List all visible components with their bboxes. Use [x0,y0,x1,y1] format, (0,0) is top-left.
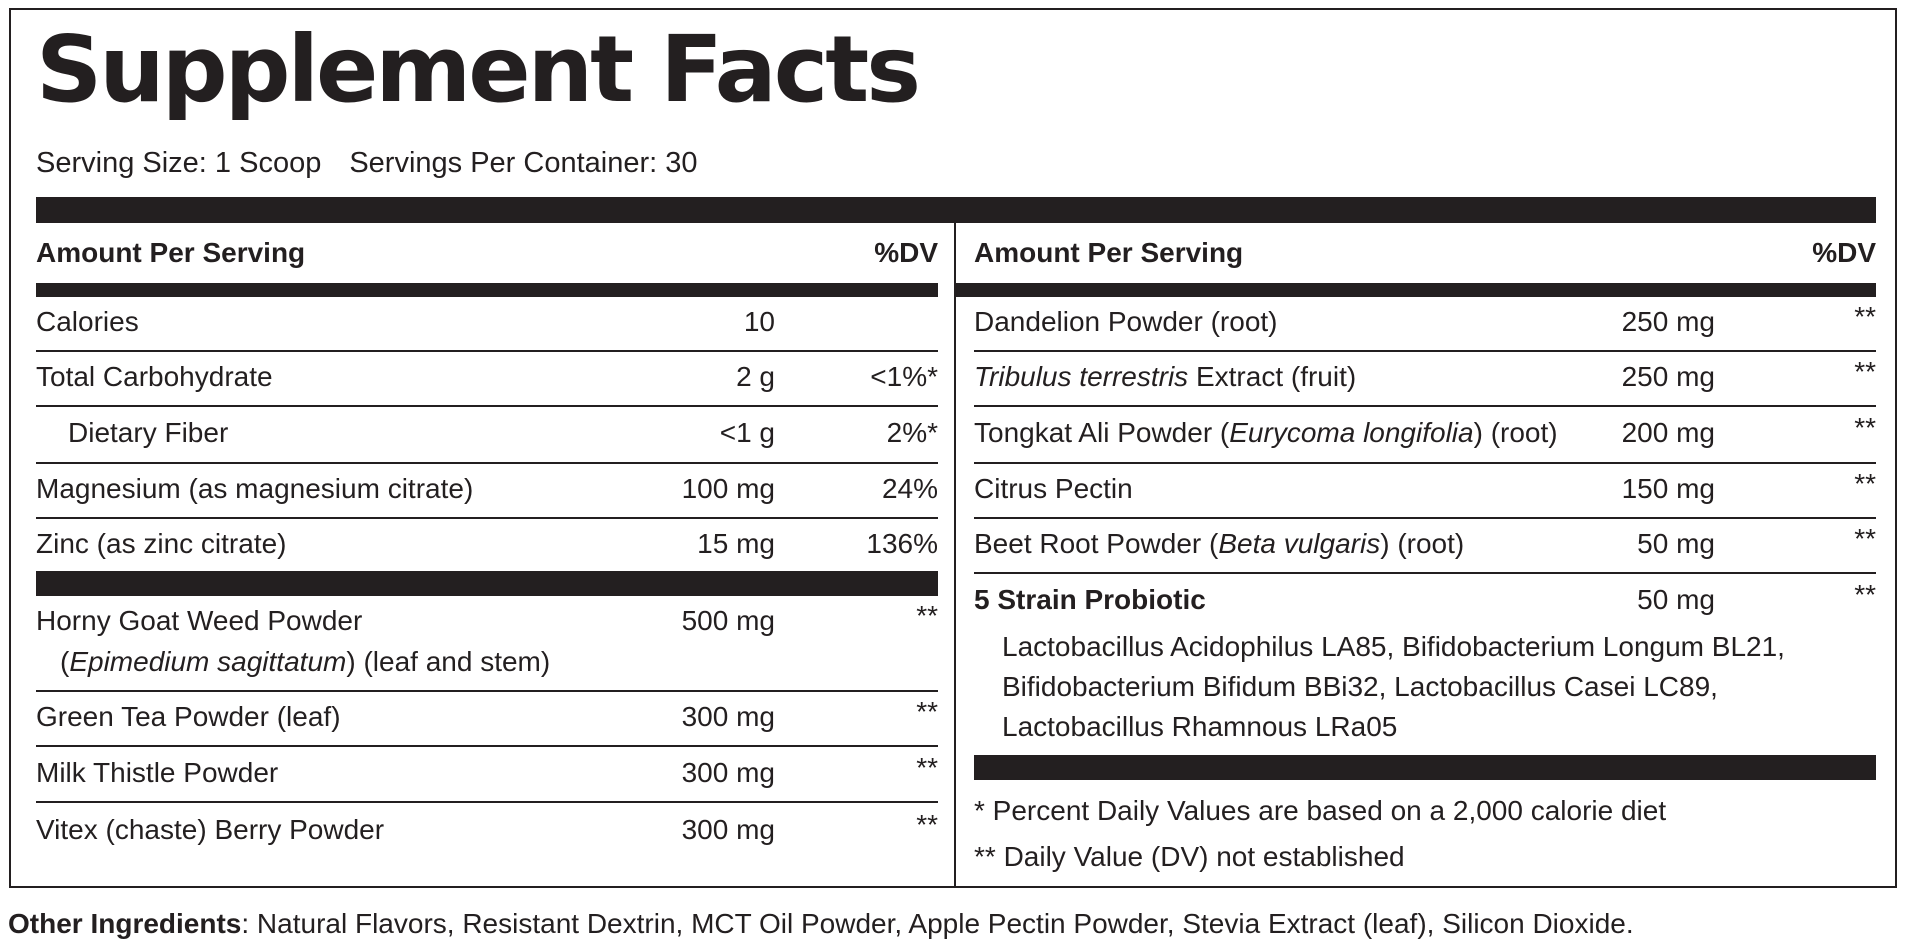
ingredient-amount: 200 mg [1621,417,1715,448]
footnote-dv-not-established: ** Daily Value (DV) not established [974,841,1405,872]
servings-per-container: Servings Per Container: 30 [349,147,698,179]
nutrient-name: Zinc (as zinc citrate) [36,528,287,559]
probiotic-name: 5 Strain Probiotic [974,584,1206,615]
row-divider [36,517,938,519]
probiotic-amount: 50 mg [1637,584,1715,615]
other-ingredients [8,904,1634,944]
ingredient-amount: 150 mg [1621,473,1715,504]
nutrient-name: Magnesium (as magnesium citrate) [36,473,474,504]
nutrient-name: Total Carbohydrate [36,361,273,392]
ingredient-name: Citrus Pectin [974,473,1133,504]
nutrient-amount: 100 mg [681,473,775,504]
row-divider [974,350,1876,352]
herb-name: Vitex (chaste) Berry Powder [36,814,385,845]
ingredient-amount: 250 mg [1621,361,1715,392]
herb-dv: ** [916,752,938,783]
serving-size: Serving Size: 1 Scoop [36,147,322,179]
row-divider [36,405,938,407]
nutrient-dv: 24% [881,473,938,504]
ingredient-name: Tribulus terrestris Extract (fruit) [974,361,1357,392]
probiotic-strains-line: Lactobacillus Acidophilus LA85, Bifidobacterium Longum BL21, [1002,631,1785,662]
herb-name: Green Tea Powder (leaf) [36,701,341,732]
probiotic-strains-line: Lactobacillus Rhamnous LRa05 [1002,711,1398,742]
ingredient-name: Beet Root Powder (Beta vulgaris) (root) [974,528,1465,559]
nutrient-name: Calories [36,306,139,337]
right-section-bar [974,755,1876,780]
probiotic-dv: ** [1854,579,1876,610]
nutrient-amount: 2 g [736,361,775,392]
row-divider [974,517,1876,519]
ingredient-dv: ** [1854,412,1876,443]
herb-name: Milk Thistle Powder [36,757,279,788]
nutrient-dv: <1%* [870,361,938,392]
row-divider [36,350,938,352]
nutrient-dv: 2%* [886,417,938,448]
ingredient-dv: ** [1854,468,1876,499]
row-divider [36,801,938,803]
serving-info [36,143,698,183]
herb-amount: 300 mg [681,701,775,732]
herb-amount: 500 mg [681,605,775,636]
right-header-dv: %DV [1812,237,1876,268]
herb-dv: ** [916,600,938,631]
ingredient-dv: ** [1854,523,1876,554]
footnote-percent-dv: * Percent Daily Values are based on a 2,000 calorie diet [974,795,1667,826]
nutrient-name: Dietary Fiber [68,417,229,448]
ingredient-amount: 50 mg [1637,528,1715,559]
herb-name-line2: (Epimedium sagittatum) (leaf and stem) [60,646,551,677]
nutrient-amount: 15 mg [697,528,775,559]
row-divider [974,572,1876,574]
ingredient-name: Tongkat Ali Powder (Eurycoma longifolia) (root) [974,417,1558,448]
ingredient-dv: ** [1854,301,1876,332]
probiotic-strains-line: Bifidobacterium Bifidum BBi32, Lactobacillus Casei LC89, [1002,671,1718,702]
nutrient-dv: 136% [866,528,938,559]
row-divider [36,462,938,464]
left-header-bar [36,283,938,297]
left-header-amount: Amount Per Serving [36,237,306,268]
other-ingredients-label: Other Ingredients [8,908,242,939]
herb-amount: 300 mg [681,814,775,845]
right-header-amount: Amount Per Serving [974,237,1244,268]
left-header-dv: %DV [874,237,938,268]
nutrient-amount: 10 [743,306,775,337]
right-header-bar [956,283,1876,297]
other-ingredients-text: : Natural Flavors, Resistant Dextrin, MCT Oil Powder, Apple Pectin Powder, Stevia Extract (leaf), Silicon Dioxide. [241,908,1634,939]
herb-name-line1: Horny Goat Weed Powder [36,605,363,636]
ingredient-amount: 250 mg [1621,306,1715,337]
left-section-bar [36,571,938,596]
ingredient-name: Dandelion Powder (root) [974,306,1278,337]
herb-dv: ** [916,809,938,840]
row-divider [974,462,1876,464]
herb-dv: ** [916,696,938,727]
top-bar [36,197,1876,223]
ingredient-dv: ** [1854,356,1876,387]
column-divider [954,223,956,888]
row-divider [36,745,938,747]
row-divider [974,405,1876,407]
herb-amount: 300 mg [681,757,775,788]
nutrient-amount: <1 g [719,417,775,448]
label-title: Supplement Facts [36,16,918,123]
